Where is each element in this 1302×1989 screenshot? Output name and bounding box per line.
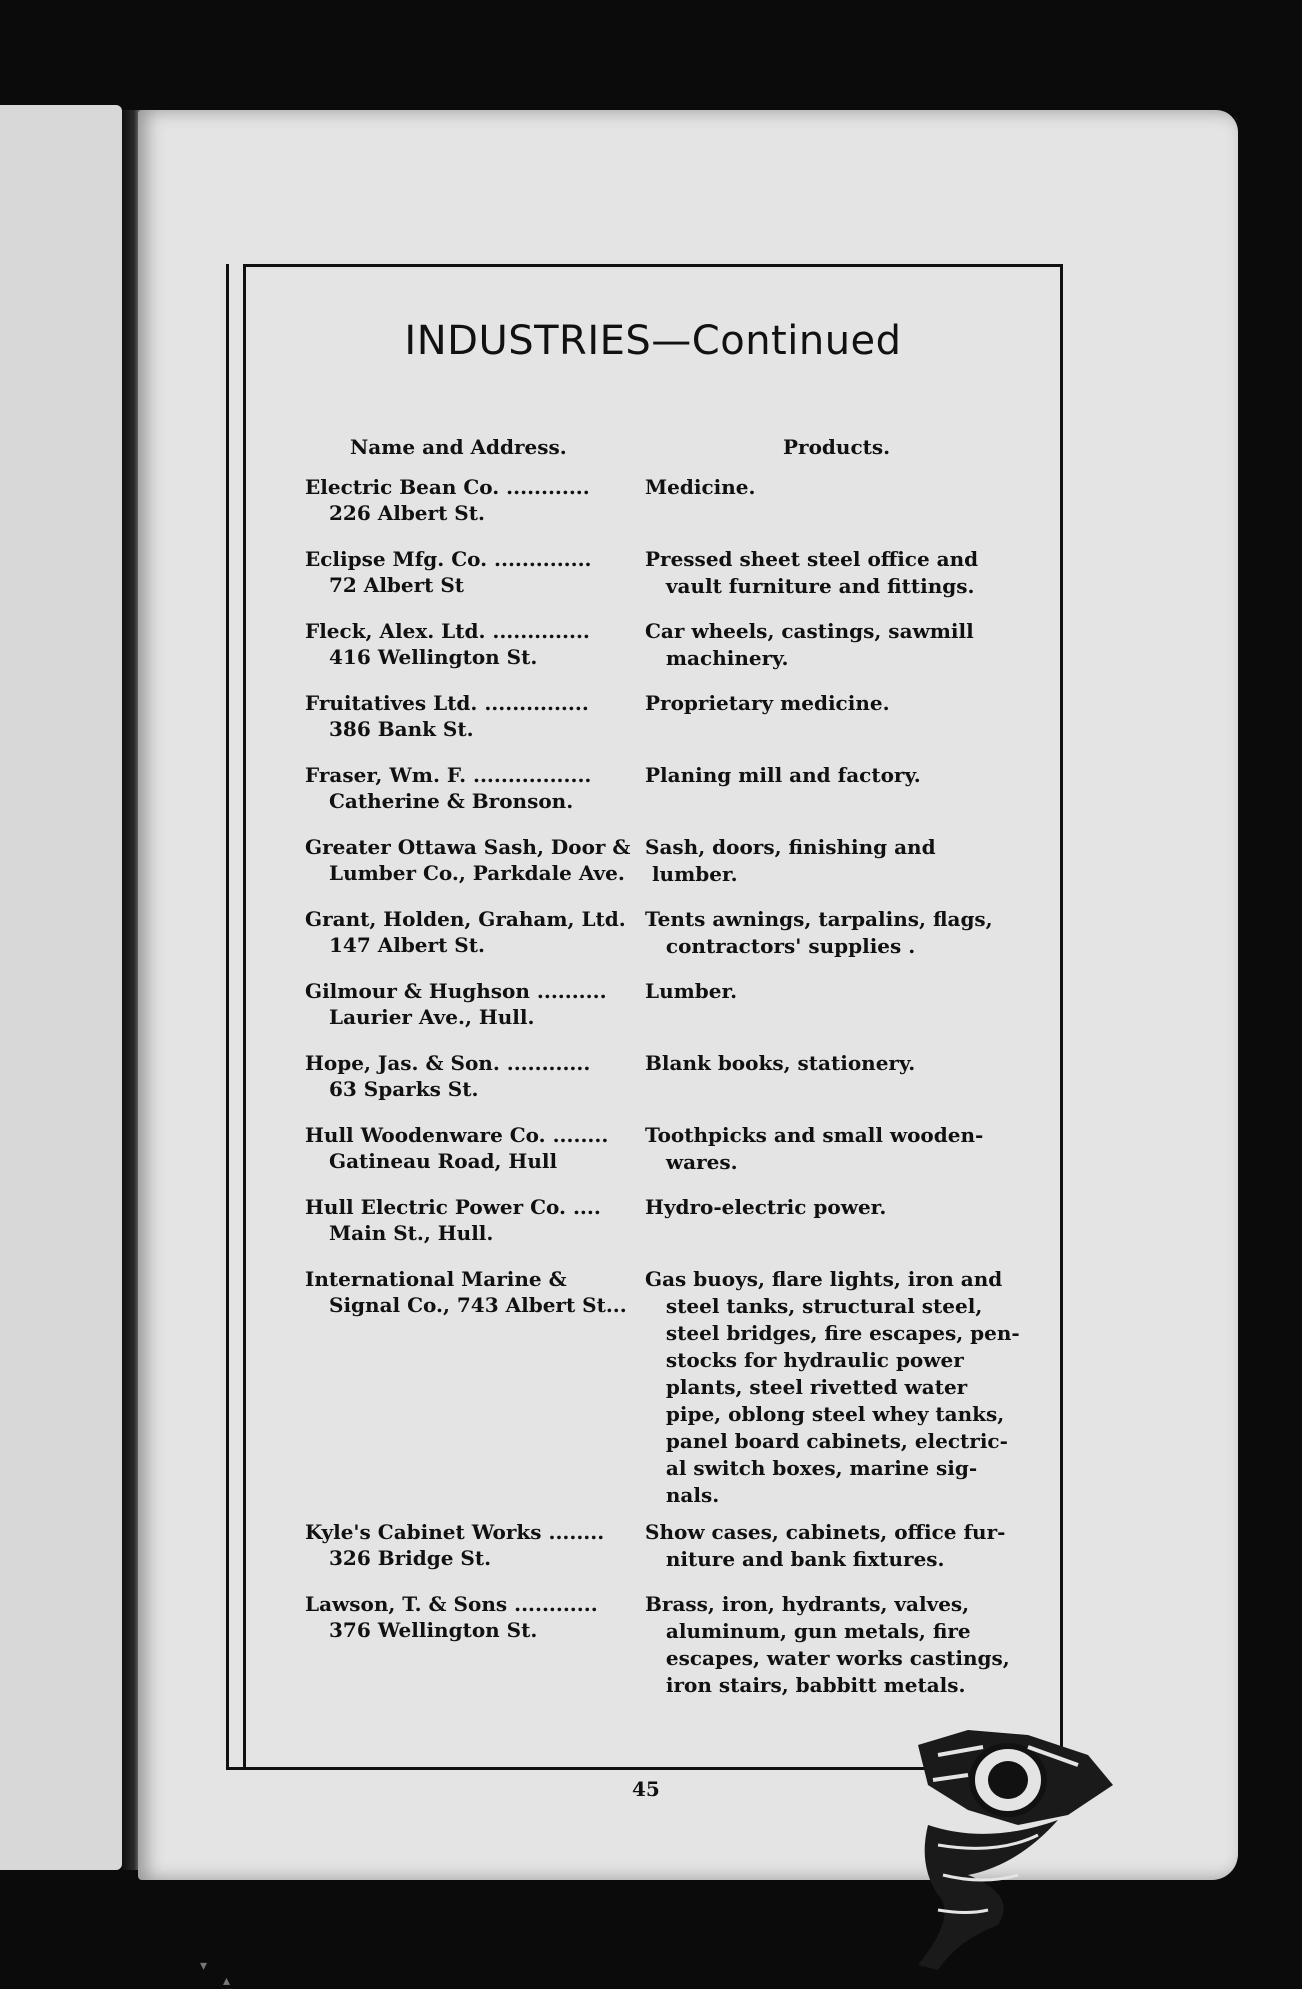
entry-products: Proprietary medicine. [645, 691, 890, 715]
entry-name: Lawson, T. & Sons ............ [305, 1592, 598, 1616]
entry-name: Fruitatives Ltd. ............... [305, 691, 589, 715]
entry-products: Show cases, cabinets, office fur- niture and bank fixtures. [645, 1520, 1006, 1571]
paper-speck: ▾ [200, 1958, 208, 1974]
entry-name: Greater Ottawa Sash, Door & [305, 835, 631, 859]
entry-products: Tents awnings, tarpalins, flags, contractors' supplies . [645, 907, 993, 958]
entry-address: 386 Bank St. [329, 717, 474, 741]
column-header-products: Products. [783, 435, 891, 459]
entry-address: 326 Bridge St. [329, 1546, 492, 1570]
entry-address: 376 Wellington St. [329, 1618, 538, 1642]
entry-address: Laurier Ave., Hull. [329, 1005, 535, 1029]
entry-name: Kyle's Cabinet Works ........ [305, 1520, 605, 1544]
entry-name: Grant, Holden, Graham, Ltd. [305, 907, 626, 931]
entry-name: Hull Woodenware Co. ........ [305, 1123, 609, 1147]
entry-products: Pressed sheet steel office and vault furniture and fittings. [645, 547, 979, 598]
entry-products: Toothpicks and small wooden- wares. [645, 1123, 984, 1174]
entry-address: Signal Co., 743 Albert St... [329, 1293, 627, 1317]
page-number: 45 [632, 1777, 660, 1801]
entry-name: Electric Bean Co. ............ [305, 475, 590, 499]
entry-address: Main St., Hull. [329, 1221, 494, 1245]
entry-address: 147 Albert St. [329, 933, 485, 957]
page-title: INDUSTRIES—Continued [404, 318, 902, 364]
wheel-emblem-icon [898, 1725, 1118, 1975]
entry-name: Eclipse Mfg. Co. .............. [305, 547, 592, 571]
entry-address: 72 Albert St [329, 573, 465, 597]
entry-name: International Marine & [305, 1267, 567, 1291]
entry-address: Lumber Co., Parkdale Ave. [329, 861, 625, 885]
entry-products: Blank books, stationery. [645, 1051, 916, 1075]
entry-products: Car wheels, castings, sawmill machinery. [645, 619, 974, 670]
entry-products: Planing mill and factory. [645, 763, 921, 787]
entry-address: 63 Sparks St. [329, 1077, 479, 1101]
entry-name: Fraser, Wm. F. ................. [305, 763, 592, 787]
entry-address: 226 Albert St. [329, 501, 485, 525]
entry-products: Lumber. [645, 979, 738, 1003]
entry-name: Hull Electric Power Co. .... [305, 1195, 601, 1219]
entry-products: Sash, doors, finishing and lumber. [645, 835, 936, 886]
entry-products: Medicine. [645, 475, 756, 499]
frame-left-rule [226, 264, 229, 1770]
entry-address: Gatineau Road, Hull [329, 1149, 558, 1173]
adjacent-left-page [0, 105, 122, 1870]
entry-name: Gilmour & Hughson .......... [305, 979, 607, 1003]
entry-address: Catherine & Bronson. [329, 789, 574, 813]
entry-products: Brass, iron, hydrants, valves, aluminum, gun metals, fire escapes, water works castings, iron stairs, babbitt metals. [645, 1592, 1010, 1697]
entry-name: Hope, Jas. & Son. ............ [305, 1051, 591, 1075]
entry-products: Hydro-electric power. [645, 1195, 887, 1219]
paper-speck: ▴ [223, 1973, 231, 1989]
entry-name: Fleck, Alex. Ltd. .............. [305, 619, 590, 643]
column-header-name: Name and Address. [350, 435, 567, 459]
entry-address: 416 Wellington St. [329, 645, 538, 669]
entry-products: Gas buoys, flare lights, iron and steel tanks, structural steel, steel bridges, fire escapes, pen- stocks for hydraulic power plants, steel rivetted water pipe, oblong steel whey tanks, panel board cabinets, electric- al switch boxes, marine sig- nals. [645, 1267, 1020, 1507]
